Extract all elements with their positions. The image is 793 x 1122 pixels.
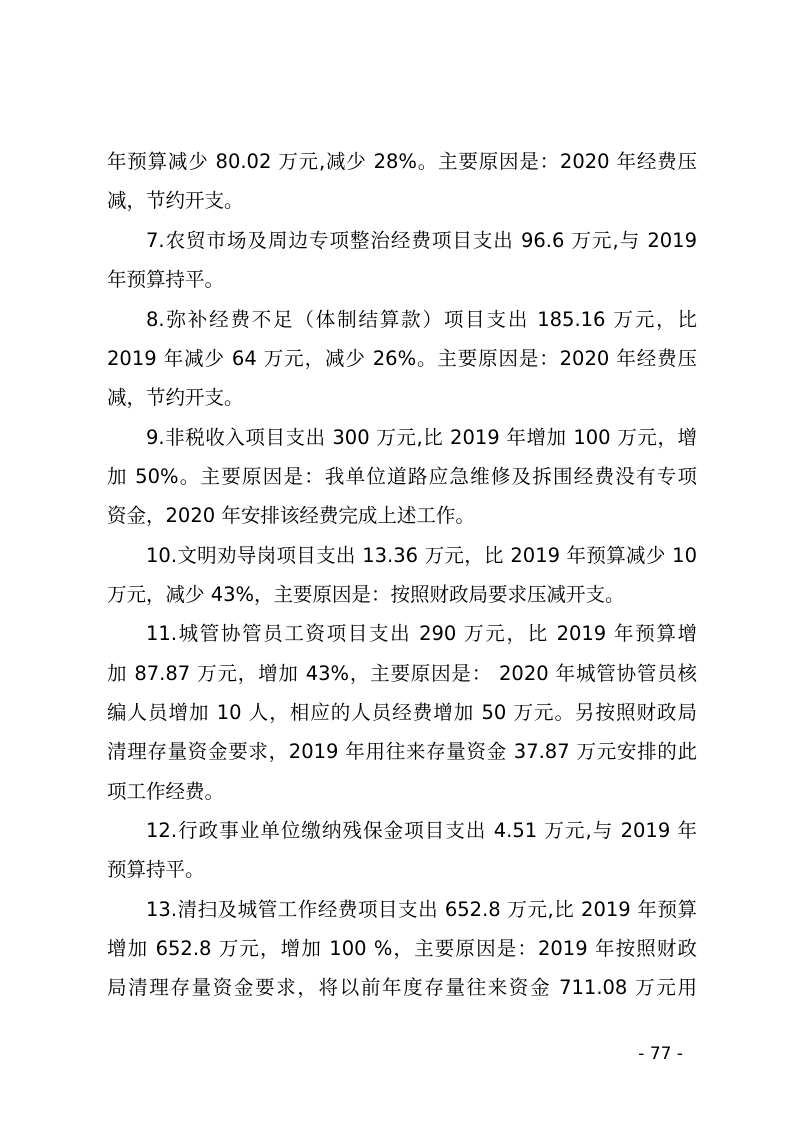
text-line: 加 87.87 万元，增加 43%，主要原因是： 2020 年城管协管员核	[107, 662, 697, 685]
paragraph-first-line: 11.城管协管员工资项目支出 290 万元，比 2019 年预算增	[146, 622, 697, 645]
paragraph-first-line: 12.行政事业单位缴纳残保金项目支出 4.51 万元,与 2019 年	[146, 819, 697, 842]
text-line: 减，节约开支。	[107, 386, 244, 409]
text-line: 局清理存量资金要求，将以前年度存量往来资金 711.08 万元用	[107, 976, 697, 999]
text-line: 增加 652.8 万元，增加 100 %，主要原因是：2019 年按照财政	[107, 937, 697, 960]
paragraph-first-line: 10.文明劝导岗项目支出 13.36 万元，比 2019 年预算减少 10	[146, 544, 697, 567]
text-line: 减，节约开支。	[107, 189, 244, 212]
text-line: 2019 年减少 64 万元，减少 26%。主要原因是：2020 年经费压	[107, 347, 697, 370]
text-line: 年预算持平。	[107, 268, 225, 291]
paragraph-first-line: 9.非税收入项目支出 300 万元,比 2019 年增加 100 万元，增	[146, 426, 697, 449]
text-line: 万元，减少 43%，主要原因是：按照财政局要求压减开支。	[107, 583, 625, 606]
text-line: 清理存量资金要求，2019 年用往来存量资金 37.87 万元安排的此	[107, 740, 697, 763]
text-line: 资金，2020 年安排该经费完成上述工作。	[107, 504, 475, 527]
paragraph-first-line: 8.弥补经费不足（体制结算款）项目支出 185.16 万元，比	[146, 308, 697, 331]
text-line: 编人员增加 10 人，相应的人员经费增加 50 万元。另按照财政局	[107, 701, 697, 724]
paragraph-first-line: 13.清扫及城管工作经费项目支出 652.8 万元,比 2019 年预算	[146, 898, 697, 921]
text-line: 年预算减少 80.02 万元,减少 28%。主要原因是：2020 年经费压	[107, 150, 697, 173]
page-number: - 77 -	[638, 1044, 683, 1064]
paragraph-first-line: 7.农贸市场及周边专项整治经费项目支出 96.6 万元,与 2019	[146, 229, 697, 252]
text-line: 预算持平。	[107, 858, 205, 881]
text-line: 项工作经费。	[107, 780, 225, 803]
text-line: 加 50%。主要原因是：我单位道路应急维修及拆围经费没有专项	[107, 465, 697, 488]
